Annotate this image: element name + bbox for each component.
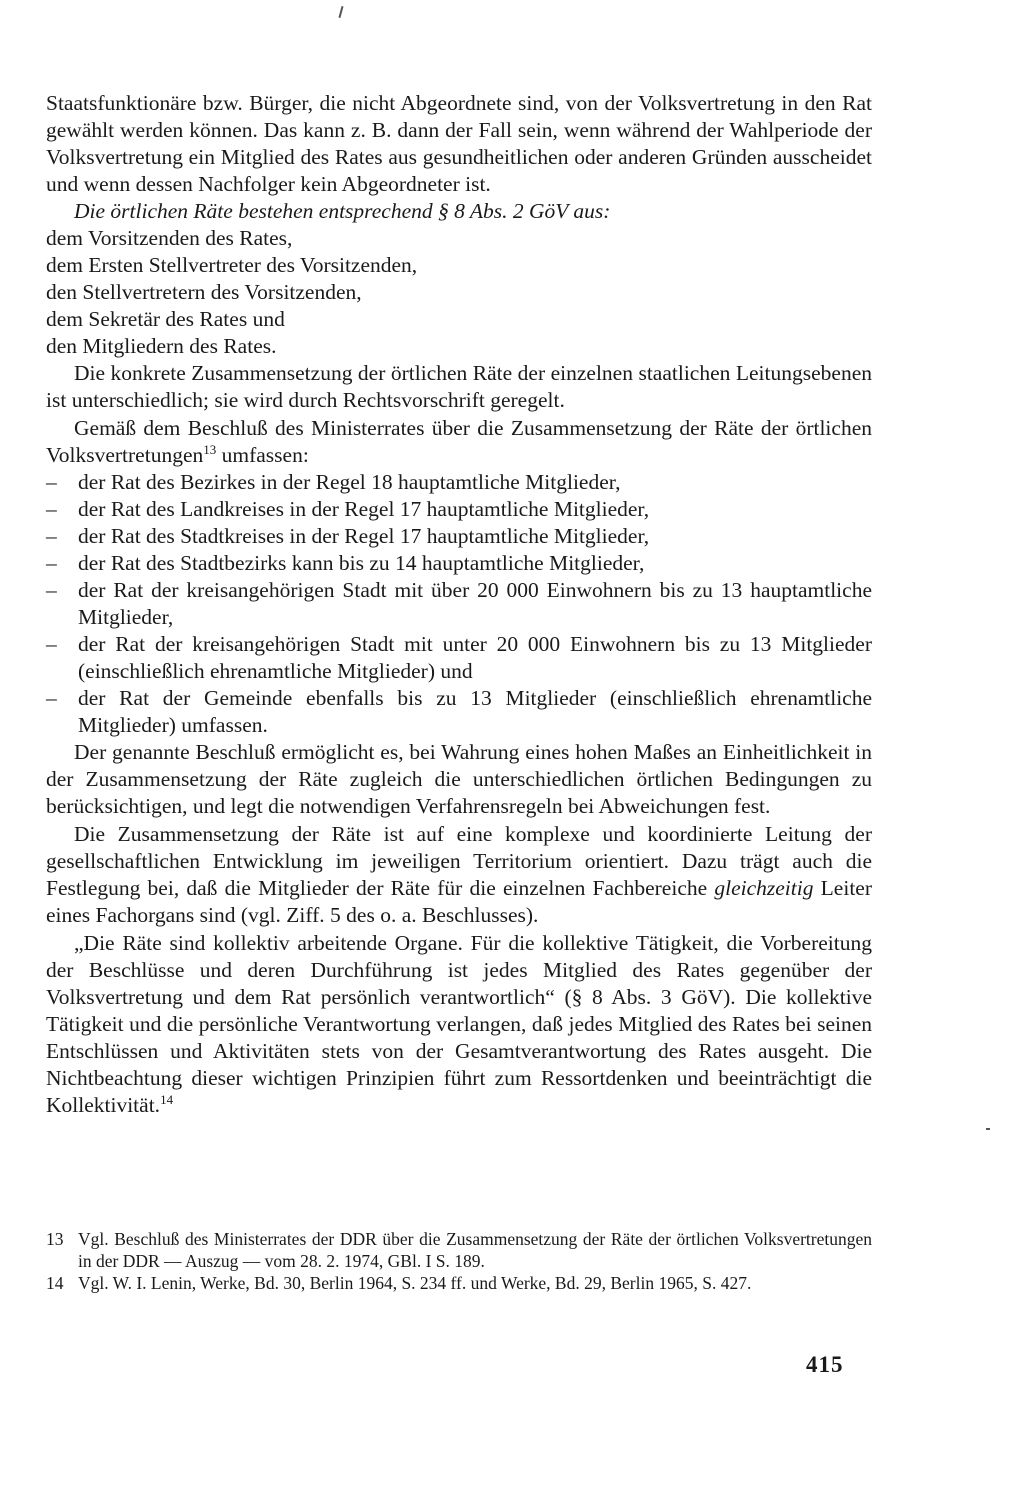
member-line: den Mitgliedern des Rates. (46, 334, 277, 358)
footnote-text: Vgl. W. I. Lenin, Werke, Bd. 30, Berlin 1964, S. 234 ff. und Werke, Bd. 29, Berlin 1965, S. 427. (78, 1273, 752, 1293)
member-line: den Stellvertretern des Vorsitzenden, (46, 280, 362, 304)
paragraph-resolution-effect: Der genannte Beschluß ermöglicht es, bei Wahrung eines hohen Maßes an Einheitlichkeit in der Zusammensetzung der Räte zugleich die unterschiedlichen örtlichen Bedingungen zu berücksichtigen, und legt die notwendigen Verfahrensregeln bei Abweichungen fest. (46, 740, 872, 818)
footnote-text: Vgl. Beschluß des Ministerrates der DDR über die Zusammensetzung der Räte der örtlichen Volksvertretungen in der DDR — Auszug — vom 28. 2. 1974, GBl. I S. 189. (78, 1229, 872, 1271)
list-item-text: der Rat des Stadtkreises in der Regel 17 hauptamtliche Mitglieder, (78, 524, 650, 548)
list-item (46, 523, 872, 550)
territorial-text: Die Zusammensetzung der Räte ist auf eine komplexe und koordinierte Leitung der gesellschaftlichen Entwicklung im jeweiligen Territorium orientiert. Dazu trägt auch die Festlegung bei, daß die Mitglieder der Räte für die einzelnen Fachbereiche (46, 822, 872, 900)
dash-marker: – (46, 578, 57, 602)
dash-marker: – (46, 551, 57, 575)
footnotes (46, 1228, 872, 1294)
member-line: dem Vorsitzenden des Rates, (46, 226, 293, 250)
list-item (46, 469, 872, 496)
list-item-text: der Rat des Stadtbezirks kann bis zu 14 hauptamtliche Mitglieder, (78, 551, 645, 575)
footnote-ref-14: 14 (160, 1092, 174, 1107)
dash-marker: – (46, 524, 57, 548)
footnote-number: 13 (46, 1229, 64, 1249)
footnote-13 (46, 1228, 872, 1272)
council-size-list (46, 469, 872, 739)
paragraph-continuation: Staatsfunktionäre bzw. Bürger, die nicht Abgeordnete sind, von der Volksvertretung in den Rat gewählt werden können. Das kann z. B. dann der Fall sein, wenn während der Wahlperiode der Volksvertretung ein Mitglied des Rates aus gesundheitlichen oder anderen Gründen ausscheidet und wenn dessen Nachfolger kein Abgeordneter ist. (46, 91, 872, 196)
footnote-ref-13: 13 (203, 442, 217, 457)
paragraph-collective-work (46, 930, 872, 1119)
list-item (46, 631, 872, 685)
scan-speck (338, 6, 343, 18)
member-line: dem Sekretär des Rates und (46, 307, 285, 331)
paragraph-composition: Die konkrete Zusammensetzung der örtlichen Räte der einzelnen staatlichen Leitungsebenen ist unterschiedlich; sie wird durch Rechtsvorschrift geregelt. (46, 361, 872, 412)
list-item-text: der Rat der kreisangehörigen Stadt mit unter 20 000 Einwohnern bis zu 13 Mitglieder (einschließlich ehrenamtliche Mitglieder) und (78, 632, 872, 683)
footnote-number: 14 (46, 1273, 64, 1293)
list-item-text: der Rat des Bezirkes in der Regel 18 hauptamtliche Mitglieder, (78, 470, 621, 494)
paragraph-territorial-leadership (46, 821, 872, 929)
dash-marker: – (46, 686, 57, 710)
italic-gleichzeitig: gleichzeitig (714, 876, 814, 900)
territorial-text-end: Leiter eines Fachorgans sind (vgl. Ziff. 5 des o. a. Beschlusses). (46, 876, 873, 927)
list-item (46, 577, 872, 631)
list-item (46, 685, 872, 739)
list-item (46, 550, 872, 577)
page-number: 415 (806, 1352, 844, 1377)
italic-council-intro: Die örtlichen Räte bestehen entsprechend § 8 Abs. 2 GöV aus: (74, 199, 611, 223)
page-body (46, 90, 872, 1119)
list-item (46, 496, 872, 523)
list-item-text: der Rat der kreisangehörigen Stadt mit über 20 000 Einwohnern bis zu 13 hauptamtliche Mitglieder, (78, 578, 872, 629)
dash-marker: – (46, 632, 57, 656)
dash-marker: – (46, 470, 57, 494)
footnote-14 (46, 1272, 872, 1294)
paragraph-resolution (46, 415, 872, 469)
resolution-text: Gemäß dem Beschluß des Ministerrates über die Zusammensetzung der Räte der örtlichen Volksvertretungen (46, 416, 872, 467)
member-line: dem Ersten Stellvertreter des Vorsitzenden, (46, 253, 418, 277)
scan-speck (986, 1128, 990, 1130)
list-item-text: der Rat des Landkreises in der Regel 17 hauptamtliche Mitglieder, (78, 497, 650, 521)
council-members-list (46, 225, 872, 360)
resolution-text-end: umfassen: (216, 443, 309, 467)
collective-text: „Die Räte sind kollektiv arbeitende Organe. Für die kollektive Tätigkeit, die Vorbereitung der Beschlüsse und deren Durchführung ist jedes Mitglied des Rates gegenüber der Volksvertretung und dem Rat persönlich verantwortlich“ (§ 8 Abs. 3 GöV). Die kollektive Tätigkeit und die persönliche Verantwortung verlangen, daß jedes Mitglied des Rates bei seinen Entschlüssen und Aktivitäten stets von der Gesamtverantwortung des Rates ausgeht. Die Nichtbeachtung dieser wichtigen Prinzipien führt zum Ressortdenken und beeinträchtigt die Kollektivität. (46, 931, 872, 1117)
paragraph-council-intro (46, 198, 872, 225)
dash-marker: – (46, 497, 57, 521)
list-item-text: der Rat der Gemeinde ebenfalls bis zu 13 Mitglieder (einschließlich ehrenamtliche Mitglieder) umfassen. (78, 686, 872, 737)
